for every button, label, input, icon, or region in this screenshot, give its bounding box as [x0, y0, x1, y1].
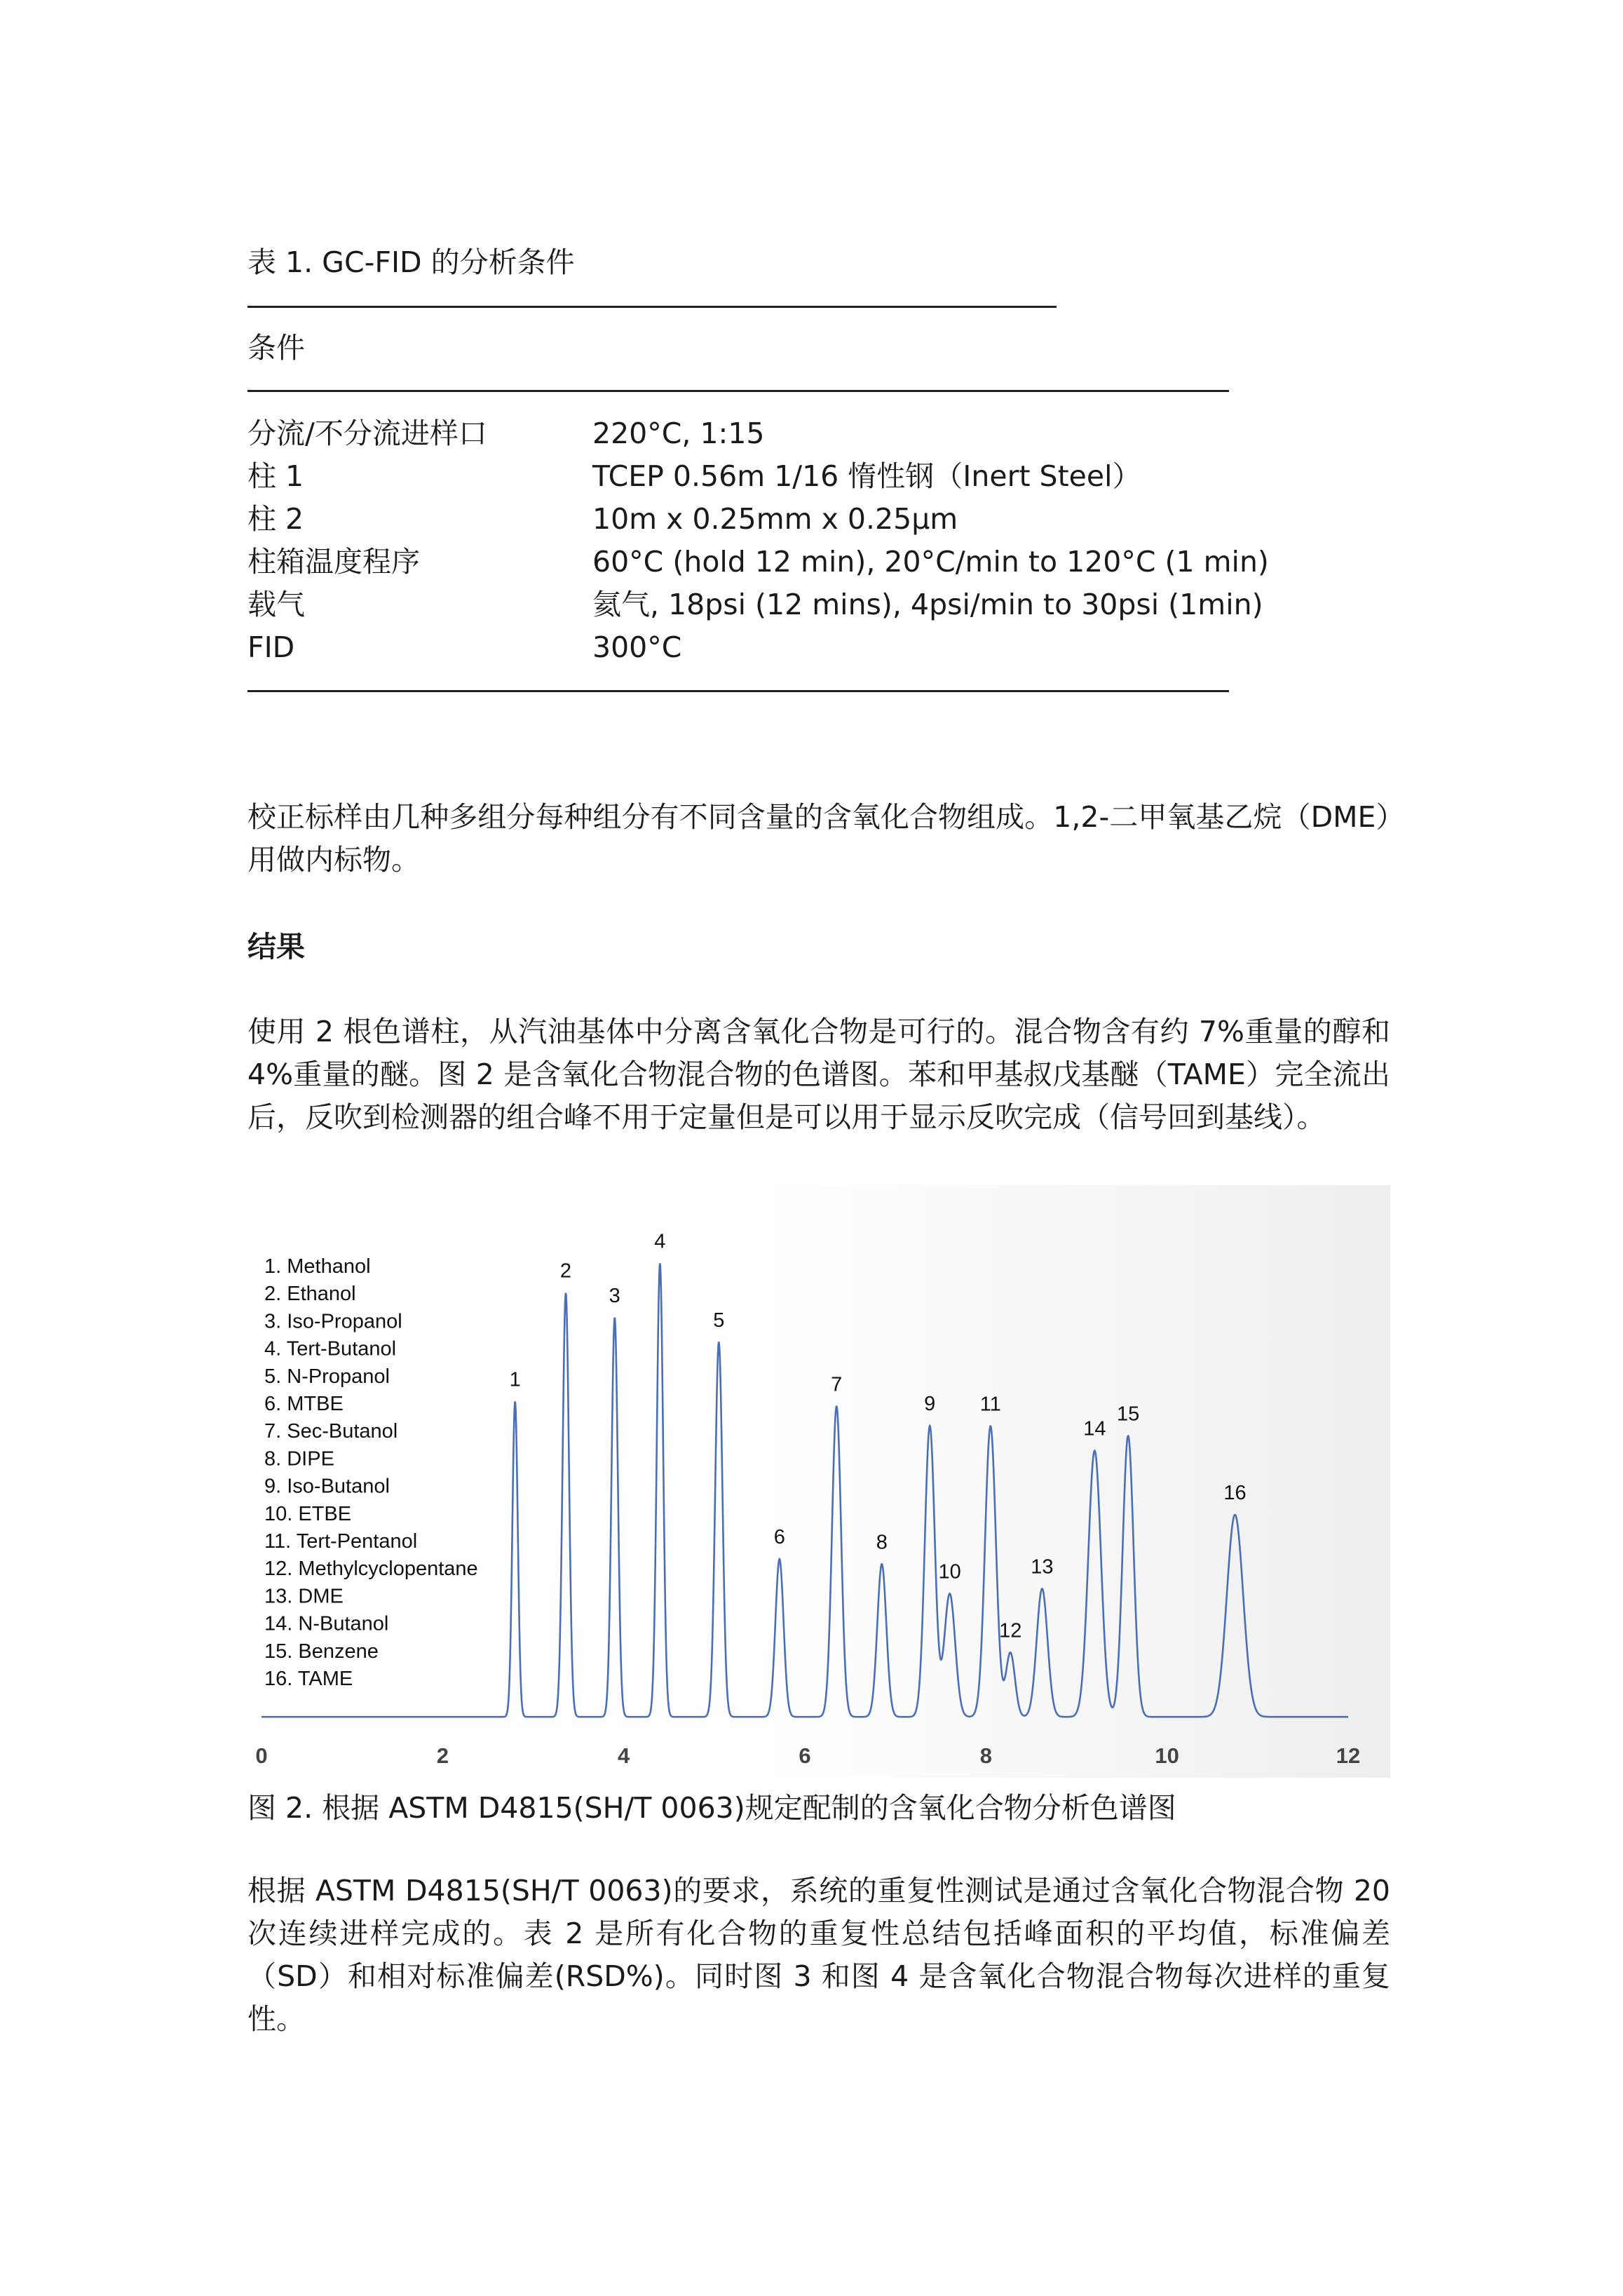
- peak-label: 10: [938, 1560, 961, 1583]
- legend-entry: 4. Tert-Butanol: [264, 1337, 397, 1360]
- peak-label: 7: [831, 1373, 843, 1396]
- legend-entry: 3. Iso-Propanol: [264, 1310, 402, 1333]
- peak-label: 9: [924, 1393, 936, 1416]
- results-heading: 结果: [247, 930, 305, 964]
- table1-row-value: 300°C: [592, 630, 682, 664]
- paragraph-calibration: 校正标样由几种多组分每种组分有不同含量的含氧化合物组成。1,2-二甲氧基乙烷（DME）用做内标物。: [247, 800, 1390, 877]
- legend-entry: 12. Methylcyclopentane: [264, 1558, 478, 1581]
- table1-row-label: 柱 2: [247, 502, 304, 536]
- legend-entry: 7. Sec-Butanol: [264, 1420, 398, 1443]
- table1-row-label: 分流/不分流进样口: [247, 417, 487, 450]
- peak-label: 3: [609, 1284, 620, 1307]
- table1-row-value: TCEP 0.56m 1/16 惰性钢（Inert Steel）: [592, 459, 1141, 493]
- peak-label: 12: [999, 1619, 1022, 1642]
- legend-entry: 6. MTBE: [264, 1393, 344, 1415]
- peak-label: 5: [713, 1309, 725, 1332]
- figure2-caption: 图 2. 根据 ASTM D4815(SH/T 0063)规定配制的含氧化合物分析色谱图: [247, 1791, 1176, 1825]
- table1-row-value: 氦气, 18psi (12 mins), 4psi/min to 30psi (1min): [592, 588, 1263, 621]
- peak-label: 1: [509, 1368, 521, 1391]
- x-tick-label: 8: [979, 1743, 992, 1768]
- x-tick-label: 0: [255, 1743, 268, 1768]
- x-tick-label: 10: [1155, 1743, 1179, 1768]
- peak-label: 16: [1223, 1481, 1247, 1504]
- peak-label: 14: [1083, 1417, 1106, 1440]
- legend-entry: 9. Iso-Butanol: [264, 1475, 390, 1498]
- table1-row-label: 柱箱温度程序: [247, 545, 420, 579]
- peak-label: 6: [773, 1526, 785, 1549]
- x-tick-label: 12: [1336, 1743, 1361, 1768]
- x-tick-label: 6: [799, 1743, 811, 1768]
- legend-entry: 11. Tert-Pentanol: [264, 1530, 418, 1553]
- legend-entry: 2. Ethanol: [264, 1283, 356, 1306]
- legend-entry: 8. DIPE: [264, 1447, 334, 1471]
- table1-row-value: 220°C, 1:15: [592, 417, 765, 450]
- legend-entry: 15. Benzene: [264, 1640, 379, 1663]
- paragraph-results: 使用 2 根色谱柱，从汽油基体中分离含氧化合物是可行的。混合物含有约 7%重量的醇和 4%重量的醚。图 2 是含氧化合物混合物的色谱图。苯和甲基叔戊基醚（TAME）完全流出后，反吹到检测器的组合峰不用于定量但是可以用于显示反吹完成（信号回到基线）。: [247, 1015, 1390, 1134]
- x-tick-label: 2: [436, 1743, 449, 1768]
- table1-header: 条件: [247, 331, 305, 365]
- table1-caption: 表 1. GC-FID 的分析条件: [247, 245, 575, 279]
- table1-row-label: FID: [247, 630, 295, 664]
- x-tick-label: 4: [618, 1743, 630, 1768]
- peak-label: 13: [1031, 1555, 1054, 1579]
- legend-entry: 1. Methanol: [264, 1255, 371, 1278]
- table1-row-label: 柱 1: [247, 459, 304, 493]
- table1-caption-rule: [247, 306, 1057, 308]
- table1-row-label: 载气: [247, 588, 305, 621]
- peak-label: 4: [654, 1230, 666, 1253]
- peak-label: 11: [979, 1393, 1001, 1416]
- chromatogram-svg: [247, 1185, 1390, 1778]
- legend-entry: 5. N-Propanol: [264, 1365, 390, 1388]
- peak-label: 8: [876, 1531, 888, 1554]
- table1-bottom-rule: [247, 690, 1229, 692]
- peak-label: 15: [1116, 1403, 1140, 1426]
- legend-entry: 13. DME: [264, 1585, 344, 1608]
- peak-label: 2: [559, 1260, 572, 1283]
- table1-row-value: 10m x 0.25mm x 0.25µm: [592, 502, 958, 536]
- table1-row-value: 60°C (hold 12 min), 20°C/min to 120°C (1 min): [592, 545, 1269, 579]
- legend-entry: 16. TAME: [264, 1668, 353, 1690]
- paragraph-repeatability: 根据 ASTM D4815(SH/T 0063)的要求，系统的重复性测试是通过含氧化合物混合物 20 次连续进样完成的。表 2 是所有化合物的重复性总结包括峰面积的平均值，标准偏差（SD）和相对标准偏差(RSD%)。同时图 3 和图 4 是含氧化合物混合物每次进样的重复性。: [247, 1874, 1390, 2036]
- chromatogram-figure: [247, 1185, 1390, 1778]
- table1-header-rule: [247, 390, 1229, 392]
- legend-entry: 10. ETBE: [264, 1502, 352, 1525]
- legend-entry: 14. N-Butanol: [264, 1612, 389, 1635]
